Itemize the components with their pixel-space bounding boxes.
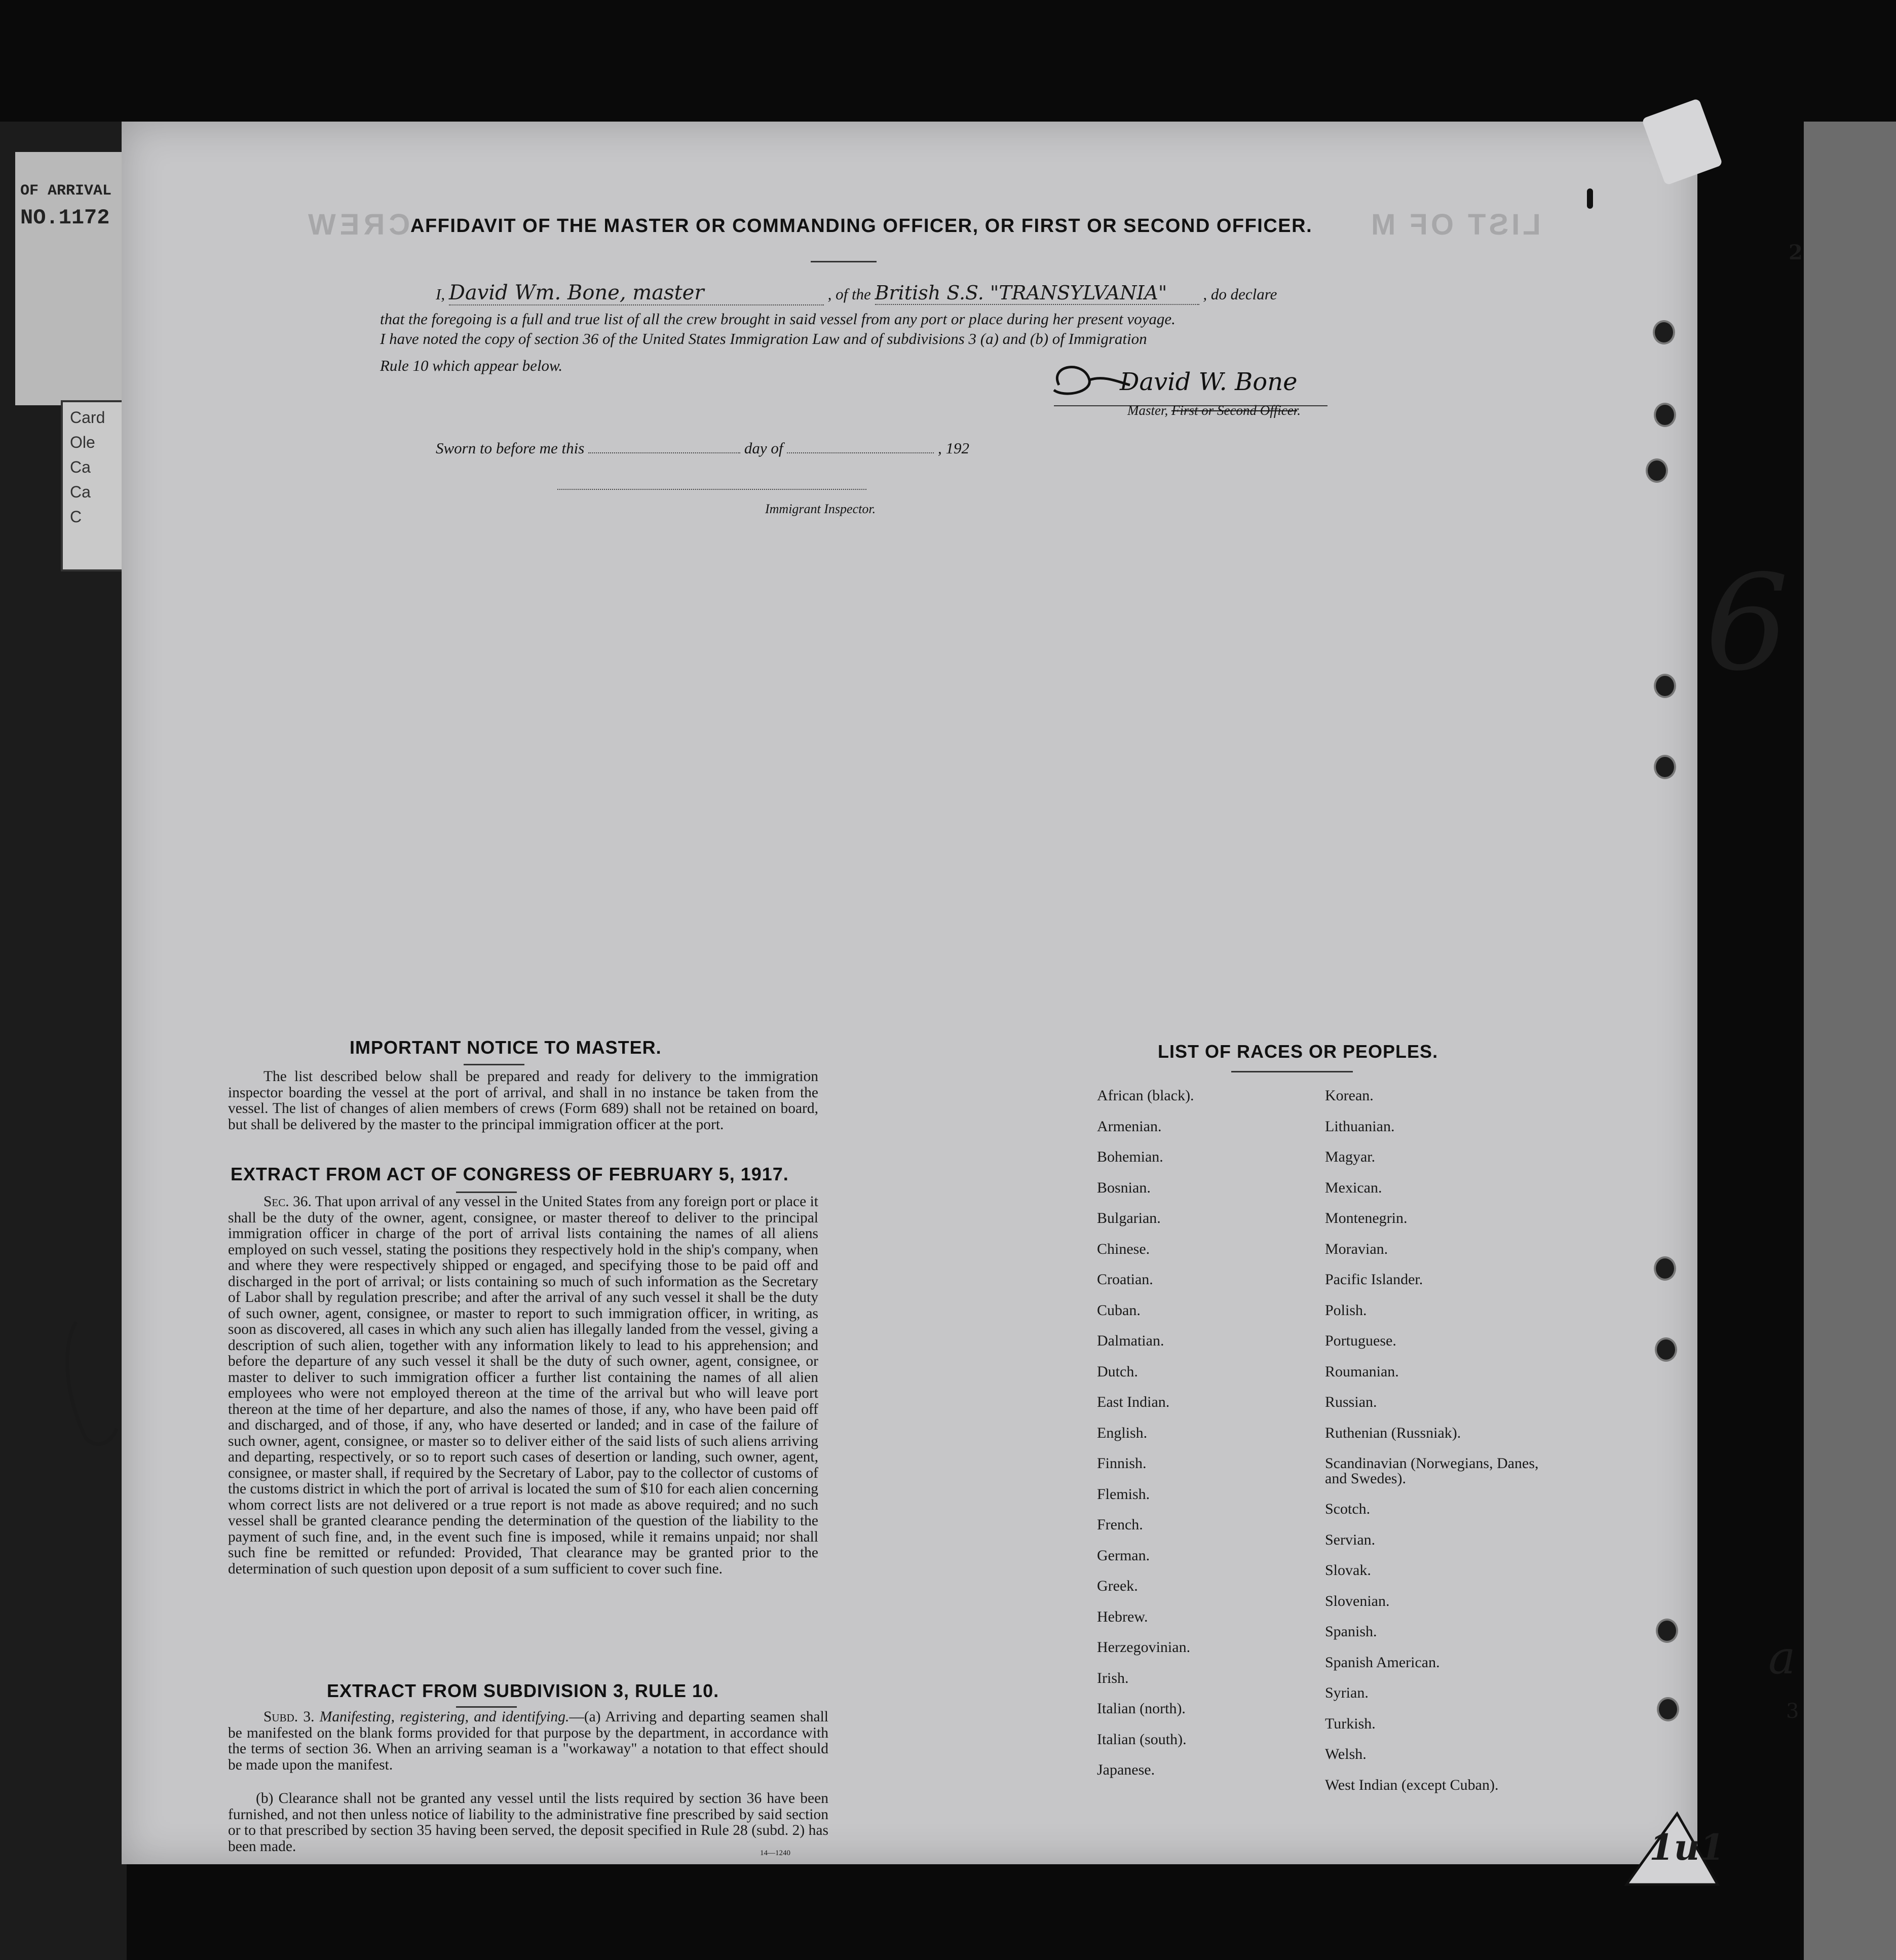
race-item: Pacific Islander. (1325, 1271, 1423, 1288)
ink-mark (1587, 188, 1593, 209)
race-item: Spanish. (1325, 1623, 1377, 1640)
day-of: day of (744, 439, 783, 457)
stub-text (20, 182, 111, 236)
act-rule (456, 1192, 517, 1193)
races-rule (1231, 1071, 1353, 1072)
race-item: Scotch. (1325, 1501, 1371, 1517)
race-item: Dalmatian. (1097, 1332, 1164, 1349)
race-item: Roumanian. (1325, 1363, 1399, 1380)
race-item: Bulgarian. (1097, 1210, 1161, 1226)
race-item: Syrian. (1325, 1684, 1369, 1701)
affidavit-line-3: I have noted the copy of section 36 of the United States Immigration Law and of subdivisions 3 (a) and (b) of Immigration (380, 330, 1147, 348)
races-right-column (1325, 1081, 1558, 1800)
race-item: German. (1097, 1547, 1150, 1564)
punch-hole (1654, 674, 1676, 698)
margin-mark-3: 3 (1786, 1700, 1799, 1723)
race-item: French. (1097, 1516, 1143, 1533)
race-item: Servian. (1325, 1531, 1376, 1548)
affidavit-line-2: that the foregoing is a full and true list of all the crew brought in said vessel from any port or place during her present voyage. (380, 310, 1175, 328)
punch-hole (1657, 1697, 1679, 1721)
race-item: Cuban. (1097, 1301, 1141, 1319)
margin-mark-2: 2 (1789, 241, 1803, 264)
card-line: Ole (70, 433, 95, 451)
act-text (228, 1194, 818, 1577)
margin-mark-6: 6 (1705, 547, 1789, 700)
subd-label: Subd. 3. (263, 1709, 315, 1725)
sworn-text: Sworn to before me this (436, 439, 585, 457)
subd-text-a: —(a) Arriving and departing seamen shall be manifested on the blank forms provided for that purpose by the department, in accordance with the terms of section 36. When an arriving seaman is a "workaway" a notation to that effect should be made upon the manifest. (228, 1709, 828, 1773)
sec-body: That upon arrival of any vessel in the United States from any foreign port or place it shall be the duty of the owner, agent, consignee, or master thereof to deliver to the principal immigration officer in charge of the port of arrival lists containing the names of all aliens employed on such vessel, stating the positions they respectively hold in the ship's company, when and where they were respectively shipped or engaged, and specifying those to be paid off and discharged in the port of arrival; or lists containing so much of such information as the Secretary of Labor shall by regulation prescribe; and after the arrival of any such vessel it shall be the duty of such owner, agent, consignee, or master to report to such immigration officer, in writing, as soon as discovered, all cases in which any such alien has illegally landed from the vessel, giving a description of such alien, together with any information likely to lead to his apprehension; and before the departure of any such vessel it shall be the duty of such owner, agent, consignee, or master to deliver to such immigration officer a further list containing the names of all alien employees who were not employed thereon at the time of the arrival but who will leave port thereon at the time of her departure, and also the names of those, if any, who have been paid off and discharged, and of those, if any, who have deserted or landed; and in case of the failure of such owner, agent, consignee, or master so to deliver either of the said lists of such aliens arriving and departing, respectively, or so to report such cases of desertion or landing, such owner, agent, consignee, or master shall, if required by the Secretary of Labor, pay to the collector of customs of the customs district in which the port of arrival is located the sum of $10 for each alien concerning whom correct lists are not delivered or a true report is not made as above required; and no such vessel shall be granted clearance pending the determination of the question of the liability to the payment of such fine, and, in the event such fine is imposed, while it remains unpaid; nor shall such fine be remitted or refunded: Provided, That clearance may be granted prior to the determination of such question upon deposit of a sum sufficient to cover such fine. (228, 1194, 819, 1577)
race-item: Bosnian. (1097, 1179, 1151, 1196)
sworn-blank-1 (588, 452, 740, 453)
caption-struck: First or Second Officer (1171, 403, 1298, 418)
race-item: Irish. (1097, 1669, 1129, 1686)
races-left-column (1097, 1081, 1310, 1786)
declarant-suffix: , do declare (1203, 285, 1277, 303)
race-item: Finnish. (1097, 1455, 1147, 1472)
race-item: Armenian. (1097, 1118, 1162, 1135)
card-line: Card (70, 408, 105, 427)
race-item: Russian. (1325, 1394, 1377, 1410)
race-item: Turkish. (1325, 1715, 1376, 1732)
race-item: Spanish American. (1325, 1654, 1440, 1671)
stub-line: OF ARRIVAL (20, 182, 112, 200)
inspector-blank (557, 489, 866, 490)
vessel-name: British S.S. "TRANSYLVANIA" (875, 282, 1199, 305)
bleed-through-right: LIST OF M (1368, 208, 1541, 241)
bleed-through-left: CREW (304, 208, 410, 241)
race-item: Ruthenian (Russniak). (1325, 1424, 1461, 1441)
punch-hole (1655, 1337, 1677, 1362)
subd-heading: Manifesting, registering, and identifying. (319, 1709, 570, 1725)
race-item: Japanese. (1097, 1761, 1155, 1778)
race-item: West Indian (except Cuban). (1325, 1776, 1499, 1793)
sec-label: Sec. 36. (263, 1194, 312, 1210)
race-item: East Indian. (1097, 1394, 1170, 1410)
race-item: Korean. (1325, 1087, 1374, 1104)
race-item: Croatian. (1097, 1271, 1153, 1288)
race-item: Greek. (1097, 1578, 1138, 1594)
race-item: Welsh. (1325, 1746, 1367, 1762)
sworn-blank-2 (787, 452, 934, 453)
rule-para-b: (b) Clearance shall not be granted any vessel until the lists required by section 36 have been furnished, and not then unless notice of liability to the administrative fine prescribed by said section or to that prescribed by section 35 having been served, the deposit specified in Rule 28 (subd. 2) has been made. (228, 1790, 828, 1855)
card-line: Ca (70, 483, 91, 501)
punch-hole (1654, 403, 1676, 427)
notice-text: The list described below shall be prepared and ready for delivery to the immigration inspector boarding the vessel at the port of arrival, and shall in no instance be taken from the vessel. The list of changes of alien members of crews (Form 689) shall not be retained on board, but shall be delivered by the master to the principal immigration officer at the port. (228, 1068, 818, 1133)
card-line: C (70, 508, 82, 526)
race-item: Magyar. (1325, 1148, 1376, 1165)
form-number: 14—1240 (760, 1849, 790, 1857)
master-name: David Wm. Bone, master (449, 281, 824, 305)
race-item: Scandinavian (Norwegians, Danes, and Swedes). (1325, 1455, 1539, 1487)
caption-master: Master, (1127, 403, 1171, 418)
race-item: Slovenian. (1325, 1592, 1390, 1609)
rule-para-a (228, 1709, 828, 1773)
card-line: Ca (70, 458, 91, 476)
affidavit-title: AFFIDAVIT OF THE MASTER OR COMMANDING OFFICER, OR FIRST OR SECOND OFFICER. (410, 215, 1313, 237)
affidavit-line-1 (436, 281, 1358, 305)
act-title: EXTRACT FROM ACT OF CONGRESS OF FEBRUARY 5, 1917. (231, 1164, 789, 1184)
race-item: Italian (south). (1097, 1731, 1187, 1748)
race-item: Hebrew. (1097, 1608, 1148, 1625)
declarant-mid: , of the (827, 285, 871, 303)
race-item: Slovak. (1325, 1562, 1371, 1579)
punch-hole (1646, 458, 1668, 483)
declarant-prefix: I, (436, 285, 445, 303)
signature-text: David W. Bone (1120, 368, 1298, 396)
race-item: Bohemian. (1097, 1148, 1163, 1165)
year: , 192 (937, 439, 969, 457)
punch-hole (1656, 1619, 1678, 1643)
race-item: Moravian. (1325, 1240, 1388, 1257)
race-item: Chinese. (1097, 1240, 1150, 1257)
races-title: LIST OF RACES OR PEOPLES. (1158, 1041, 1438, 1062)
punch-hole (1653, 320, 1675, 344)
race-item: Mexican. (1325, 1179, 1382, 1196)
stub-line: NO.1172 (20, 206, 110, 230)
title-rule (811, 261, 877, 262)
race-item: Polish. (1325, 1301, 1367, 1319)
rule-title: EXTRACT FROM SUBDIVISION 3, RULE 10. (327, 1680, 719, 1701)
punch-hole (1654, 755, 1676, 779)
race-item: Montenegrin. (1325, 1210, 1408, 1226)
punch-hole (1654, 1256, 1676, 1281)
race-item: Dutch. (1097, 1363, 1138, 1380)
notice-title: IMPORTANT NOTICE TO MASTER. (350, 1037, 662, 1058)
race-item: Portuguese. (1325, 1332, 1396, 1349)
caption-end: . (1297, 403, 1301, 418)
rule-rule (456, 1706, 517, 1708)
race-item: English. (1097, 1424, 1148, 1441)
notice-rule (464, 1064, 524, 1065)
inspector-caption: Immigrant Inspector. (765, 502, 876, 516)
race-item: Flemish. (1097, 1485, 1150, 1503)
signature-caption (1127, 403, 1301, 418)
sworn-line (436, 439, 969, 457)
race-item: Herzegovinian. (1097, 1639, 1191, 1656)
race-item: Italian (north). (1097, 1700, 1186, 1717)
margin-mark-a: a (1768, 1631, 1796, 1684)
master-signature (1044, 355, 1322, 405)
underlying-page-edge (1804, 122, 1896, 1960)
left-margin-loop (56, 1317, 122, 1454)
affidavit-line-4: Rule 10 which appear below. (380, 357, 563, 374)
corner-mark: 1u1 (1649, 1826, 1725, 1868)
race-item: Lithuanian. (1325, 1118, 1395, 1135)
race-item: African (black). (1097, 1087, 1194, 1104)
